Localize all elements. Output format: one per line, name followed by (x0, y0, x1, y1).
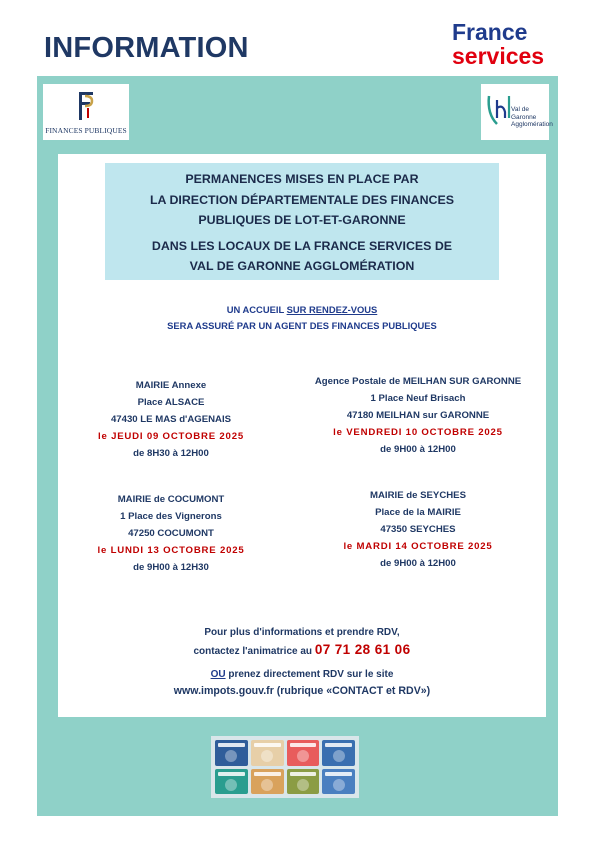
mosaic-tile (215, 769, 248, 795)
venue-address: 1 Place Neuf Brisach (370, 393, 466, 404)
contact-line-1: Pour plus d'informations et prendre RDV, (204, 627, 400, 638)
mosaic-tile (251, 740, 284, 766)
contact-ou: OU (210, 669, 226, 680)
contact-prefix: contactez l'animatrice au (193, 646, 315, 657)
mosaic-tile (322, 769, 355, 795)
venue-city: 47350 SEYCHES (380, 524, 456, 535)
contact-line-3 (58, 666, 546, 683)
venue-address: Place de la MAIRIE (375, 507, 461, 518)
appointment-prefix: UN ACCUEIL (226, 304, 287, 315)
permanence-hours: de 9H00 à 12H30 (133, 562, 209, 573)
appointment-notice (58, 302, 546, 334)
venue-address: Place ALSACE (137, 397, 205, 408)
appointment-notice-line-1 (58, 302, 546, 318)
venue-name: MAIRIE Annexe (135, 380, 207, 391)
contact-section (58, 624, 546, 700)
content-panel (58, 154, 546, 717)
permanence-block-seyches (290, 487, 546, 572)
france-services-logo (452, 20, 544, 68)
permanence-date: le MARDI 14 OCTOBRE 2025 (343, 541, 493, 552)
france-services-mosaic-image (211, 736, 359, 798)
permanence-hours: de 9H00 à 12H00 (380, 444, 456, 455)
banner-line: VAL DE GARONNE AGGLOMÉRATION (189, 259, 415, 273)
contact-line-2 (58, 641, 546, 660)
permanence-block-mas-agenais (58, 377, 284, 462)
page-title: INFORMATION (44, 32, 249, 64)
contact-line-3-rest: prenez directement RDV sur le site (225, 669, 394, 680)
phone-number[interactable]: 07 71 28 61 06 (314, 642, 411, 657)
venue-city: 47250 COCUMONT (128, 528, 214, 539)
dgfip-logo-icon (75, 90, 97, 122)
venue-name: Agence Postale de MEILHAN SUR GARONNE (314, 376, 522, 387)
banner-line: PERMANENCES MISES EN PLACE PAR (185, 172, 419, 186)
brand-line-1: France (452, 19, 528, 45)
permanence-hours: de 9H00 à 12H00 (380, 558, 456, 569)
title-banner (105, 163, 499, 280)
poster-frame (37, 76, 558, 816)
mosaic-tile (287, 769, 320, 795)
appointment-underlined: SUR RENDEZ-VOUS (286, 304, 378, 315)
permanence-block-meilhan (290, 373, 546, 458)
vga-logo (481, 84, 553, 140)
website-link[interactable]: www.impots.gouv.fr (rubrique «CONTACT et RDV») (173, 685, 431, 697)
venue-name: MAIRIE de SEYCHES (370, 490, 466, 501)
venue-city: 47430 LE MAS d'AGENAIS (110, 414, 232, 425)
permanence-date: le VENDREDI 10 OCTOBRE 2025 (333, 427, 503, 438)
appointment-notice-line-2: SERA ASSURÉ PAR UN AGENT DES FINANCES PUBLIQUES (167, 320, 437, 331)
dgfip-logo-caption: FINANCES PUBLIQUES (45, 126, 127, 135)
mosaic-tile (287, 740, 320, 766)
brand-line-2: services (452, 43, 545, 69)
vga-logo-caption (511, 106, 553, 129)
permanence-date: le JEUDI 09 OCTOBRE 2025 (98, 431, 244, 442)
banner-line: PUBLIQUES DE LOT-ET-GARONNE (198, 213, 406, 227)
vga-logo-line: Garonne (511, 113, 537, 121)
mosaic-tile (322, 740, 355, 766)
mosaic-tile (251, 769, 284, 795)
permanence-date: le LUNDI 13 OCTOBRE 2025 (97, 545, 245, 556)
venue-address: 1 Place des Vignerons (120, 511, 222, 522)
permanence-block-cocumont (58, 491, 284, 576)
vga-logo-line: Val de (511, 106, 529, 113)
permanence-hours: de 8H30 à 12H00 (133, 448, 209, 459)
banner-line: DANS LES LOCAUX DE LA FRANCE SERVICES DE (151, 238, 453, 253)
dgfip-logo (43, 84, 129, 140)
vga-logo-line: Agglomération (511, 121, 553, 128)
venue-city: 47180 MEILHAN sur GARONNE (346, 410, 490, 421)
banner-line: LA DIRECTION DÉPARTEMENTALE DES FINANCES (149, 192, 455, 207)
mosaic-tile (215, 740, 248, 766)
venue-name: MAIRIE de COCUMONT (117, 494, 225, 505)
